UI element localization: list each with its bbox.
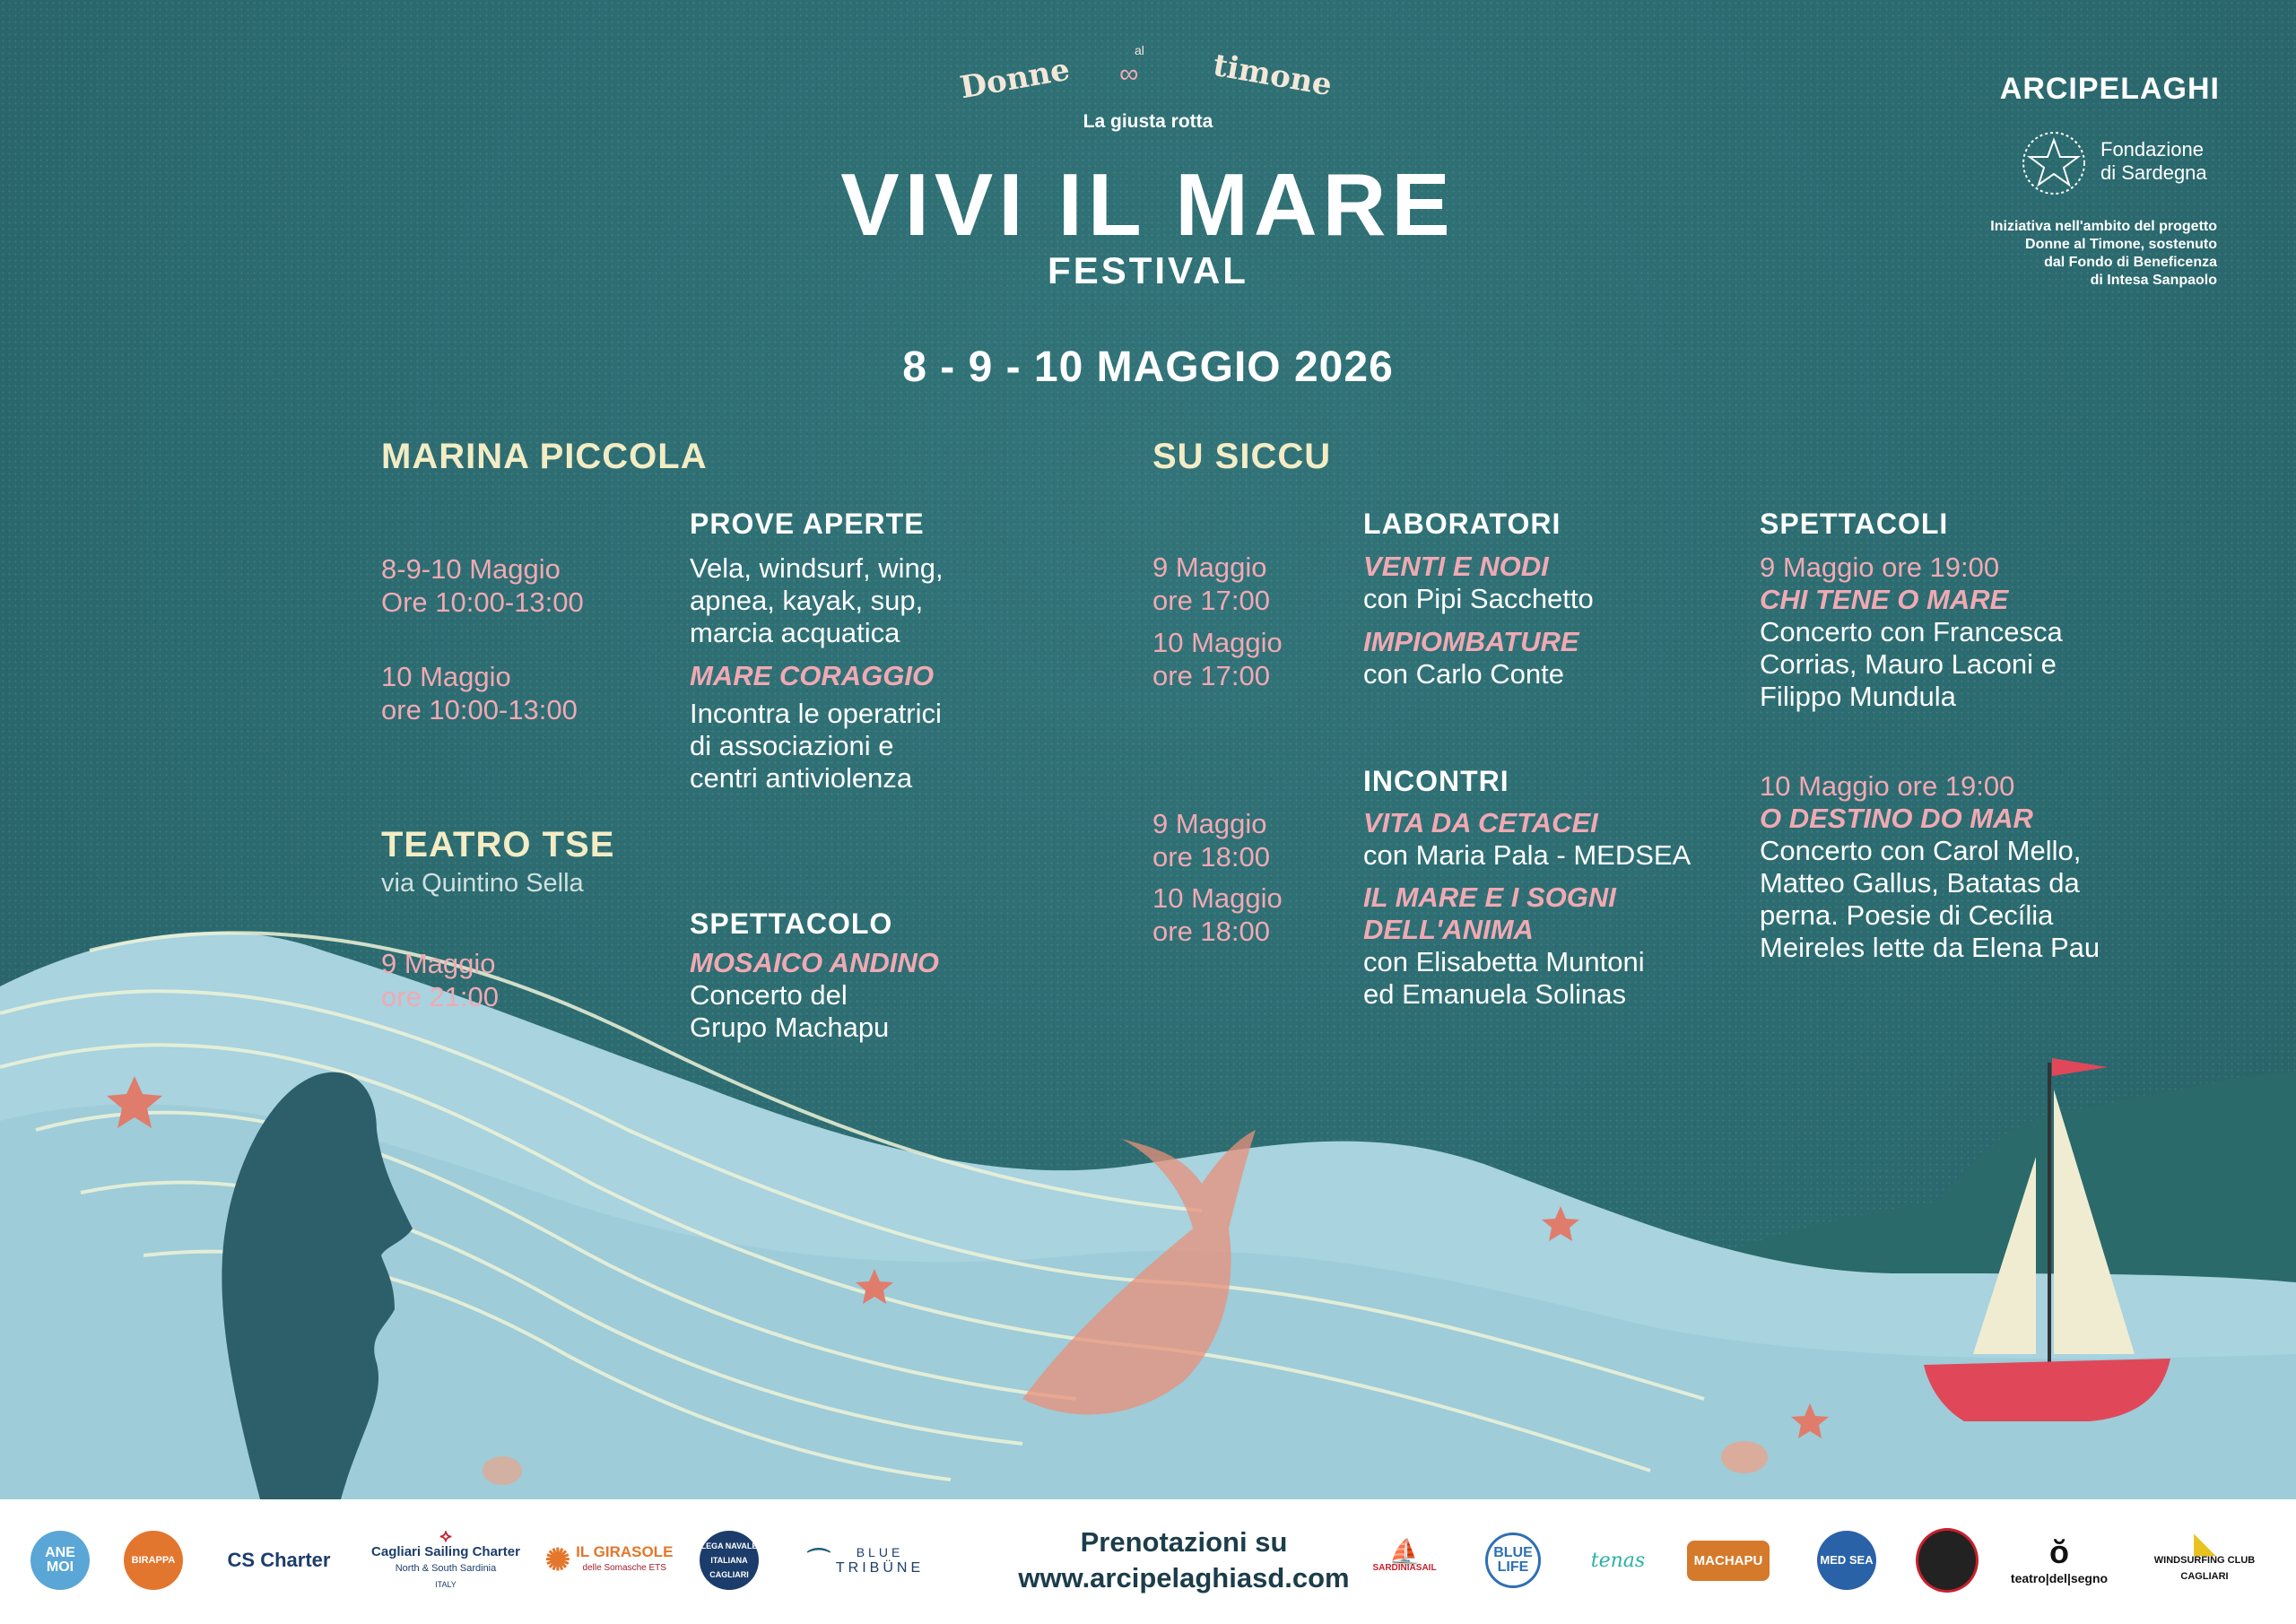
fondazione-name xyxy=(2100,138,2207,185)
show1-when: 9 Maggio ore 19:00 xyxy=(1760,551,2000,583)
marina-slot1-desc-3: marcia acquatica xyxy=(690,617,900,648)
show1 xyxy=(1760,551,2063,713)
teatro-event xyxy=(690,947,939,1044)
inc2-date xyxy=(1152,881,1283,948)
donne-al-timone-logo xyxy=(951,43,1345,115)
lab1 xyxy=(1363,551,1594,615)
marina-slot1-desc-2: apnea, kayak, sup, xyxy=(690,585,924,616)
event-mosaico-andino: MOSAICO ANDINO xyxy=(690,947,939,978)
wave-icon: ⌒ xyxy=(806,1547,831,1574)
inc2 xyxy=(1363,881,1645,1011)
inc1-desc: con Maria Pala - MEDSEA xyxy=(1363,839,1692,871)
teatro-slot-date: 9 Maggio xyxy=(381,948,496,979)
marina-slot2-desc-3: centri antiviolenza xyxy=(690,762,913,794)
logo-blue-tribune: ⌒ BLUE TRIBÜNE xyxy=(806,1545,925,1576)
teatro-desc-1: Concerto del xyxy=(690,979,848,1011)
lab2-desc: con Carlo Conte xyxy=(1363,658,1565,690)
marina-slot2-time: ore 10:00-13:00 xyxy=(381,694,578,725)
category-incontri: INCONTRI xyxy=(1363,765,1509,797)
event-il-mare-e-i-sogni: IL MARE E I SOGNI xyxy=(1363,881,1616,913)
venue-su-siccu: SU SICCU xyxy=(1152,437,1332,476)
logo-machapu: MACHAPU xyxy=(1688,1524,1769,1596)
show2-desc-3: perna. Poesie di Cecília xyxy=(1760,899,2054,931)
marina-slot2-desc-1: Incontra le operatrici xyxy=(690,698,942,729)
teatro-desc-2: Grupo Machapu xyxy=(690,1012,890,1043)
event-venti-e-nodi: VENTI E NODI xyxy=(1363,551,1549,582)
arcipelaghi-logo: ARCIPELAGHI xyxy=(1999,72,2220,106)
marina-slot1-desc-1: Vela, windsurf, wing, xyxy=(690,552,944,584)
venue-marina-piccola: MARINA PICCOLA xyxy=(381,437,708,476)
inc1-slot-time: ore 18:00 xyxy=(1152,841,1270,873)
flag-icon: ◣ xyxy=(2194,1529,2215,1559)
logo-dark-circle xyxy=(1916,1524,1979,1596)
show2-desc-1: Concerto con Carol Mello, xyxy=(1760,835,2082,866)
lab2-slot-time: ore 17:00 xyxy=(1152,660,1270,691)
teatro-address: via Quintino Sella xyxy=(381,869,584,898)
logo-birappa: BIRAPPA xyxy=(122,1524,185,1596)
event-chi-tene-o-mare: CHI TENE O MARE xyxy=(1760,584,2009,615)
show1-desc-2: Corrias, Mauro Laconi e xyxy=(1760,648,2057,680)
brand-tagline: La giusta rotta xyxy=(1083,111,1213,132)
festival-subtitle: FESTIVAL xyxy=(1048,249,1248,291)
booking-info xyxy=(951,1524,1417,1596)
brand-word-right: timone xyxy=(1210,47,1335,104)
logo-anemoi: ANE MOI xyxy=(29,1524,91,1596)
logo-tenas: tenas xyxy=(1590,1549,1646,1572)
sail-icon: ⛵ xyxy=(1388,1538,1421,1566)
knot-icon: ∞ xyxy=(1119,59,1139,89)
inc2-slot-date: 10 Maggio xyxy=(1152,882,1283,914)
event-vita-da-cetacei: VITA DA CETACEI xyxy=(1363,807,1598,838)
category-laboratori: LABORATORI xyxy=(1363,508,1561,540)
brand-word-mid: al xyxy=(1135,43,1144,57)
o-mark-icon: ŏ xyxy=(2049,1533,2069,1570)
festival-dates: 8 - 9 - 10 MAGGIO 2026 xyxy=(902,343,1394,391)
sponsor-note-line-2: Donne al Timone, sostenuto xyxy=(2025,237,2217,252)
fondazione-line-2: di Sardegna xyxy=(2100,161,2207,184)
event-impiombature: IMPIOMBATURE xyxy=(1363,626,1579,657)
marina-slot1-time: Ore 10:00-13:00 xyxy=(381,586,584,618)
sun-icon: ✺ xyxy=(544,1543,571,1577)
festival-title: VIVI IL MARE xyxy=(840,155,1456,254)
logo-blue-life: BLUE LIFE xyxy=(1483,1524,1543,1596)
logo-medsea: MED SEA xyxy=(1815,1524,1878,1596)
lab2-date xyxy=(1152,626,1283,692)
lab1-date xyxy=(1152,551,1270,617)
event-il-mare-e-i-sogni-2: DELL'ANIMA xyxy=(1363,914,1534,945)
sponsor-note xyxy=(1901,218,2217,290)
inc2-desc-2: ed Emanuela Solinas xyxy=(1363,978,1626,1010)
category-prove-aperte: PROVE APERTE xyxy=(690,508,925,540)
inc2-slot-time: ore 18:00 xyxy=(1152,916,1270,947)
marina-slot2 xyxy=(690,660,942,795)
marina-date-1 xyxy=(381,552,584,619)
show1-desc-3: Filippo Mundula xyxy=(1760,681,1956,712)
brand-word-left: Donne xyxy=(957,51,1073,107)
logo-windsurfing-club: ◣ WINDSURFING CLUB CAGLIARI xyxy=(2153,1529,2256,1582)
event-o-destino-do-mar: O DESTINO DO MAR xyxy=(1760,803,2033,834)
logo-sardinia-sail: ⛵ SARDINIASAIL xyxy=(1372,1538,1437,1573)
lab1-slot-time: ore 17:00 xyxy=(1152,585,1270,616)
category-spettacoli: SPETTACOLI xyxy=(1760,508,1949,540)
fondazione-line-1: Fondazione xyxy=(2100,138,2204,161)
teatro-date xyxy=(381,947,499,1013)
booking-label: Prenotazioni su xyxy=(1080,1526,1288,1558)
marina-slot1-date: 8-9-10 Maggio xyxy=(381,553,561,585)
show2-when: 10 Maggio ore 19:00 xyxy=(1760,770,2015,802)
inc1 xyxy=(1363,807,1691,872)
teatro-slot-time: ore 21:00 xyxy=(381,981,499,1012)
inc1-date xyxy=(1152,807,1270,873)
marina-slot1-desc xyxy=(690,552,944,649)
inc1-slot-date: 9 Maggio xyxy=(1152,808,1267,839)
show2 xyxy=(1760,769,2100,964)
lab1-slot-date: 9 Maggio xyxy=(1152,551,1267,583)
logo-lega-navale: LEGA NAVALE ITALIANA CAGLIARI xyxy=(698,1524,761,1596)
logo-cs-charter: CS Charter xyxy=(227,1549,331,1571)
sponsor-note-line-3: dal Fondo di Beneficenza xyxy=(2044,255,2217,270)
show2-desc-2: Matteo Gallus, Batatas da xyxy=(1760,867,2080,899)
marina-slot2-date: 10 Maggio xyxy=(381,661,511,692)
lab2 xyxy=(1363,626,1579,690)
inc2-desc-1: con Elisabetta Muntoni xyxy=(1363,946,1645,977)
show2-desc-4: Meireles lette da Elena Pau xyxy=(1760,932,2100,963)
logo-cagliari-sailing: ⟡ Cagliari Sailing Charter North & South Sardinia ITALY xyxy=(371,1526,520,1589)
category-spettacolo: SPETTACOLO xyxy=(690,908,893,940)
lab1-desc: con Pipi Sacchetto xyxy=(1363,583,1594,614)
marina-date-2 xyxy=(381,660,578,726)
marina-slot2-desc-2: di associazioni e xyxy=(690,730,894,761)
venue-teatro-tse: TEATRO TSE xyxy=(381,825,615,864)
fondazione-star-icon xyxy=(2018,127,2090,199)
booking-url[interactable]: www.arcipelaghiasd.com xyxy=(1018,1562,1350,1594)
event-mare-coraggio: MARE CORAGGIO xyxy=(690,660,935,691)
sponsor-note-line-4: di Intesa Sanpaolo xyxy=(2090,273,2217,288)
show1-desc-1: Concerto con Francesca xyxy=(1760,616,2063,647)
sponsor-note-line-1: Iniziativa nell'ambito del progetto xyxy=(1990,219,2217,234)
logo-il-girasole: ✺ IL GIRASOLE delle Somasche ETS xyxy=(544,1543,674,1577)
lab2-slot-date: 10 Maggio xyxy=(1152,627,1283,658)
logo-teatro-del-segno: ŏ teatro|del|segno xyxy=(2010,1533,2109,1585)
